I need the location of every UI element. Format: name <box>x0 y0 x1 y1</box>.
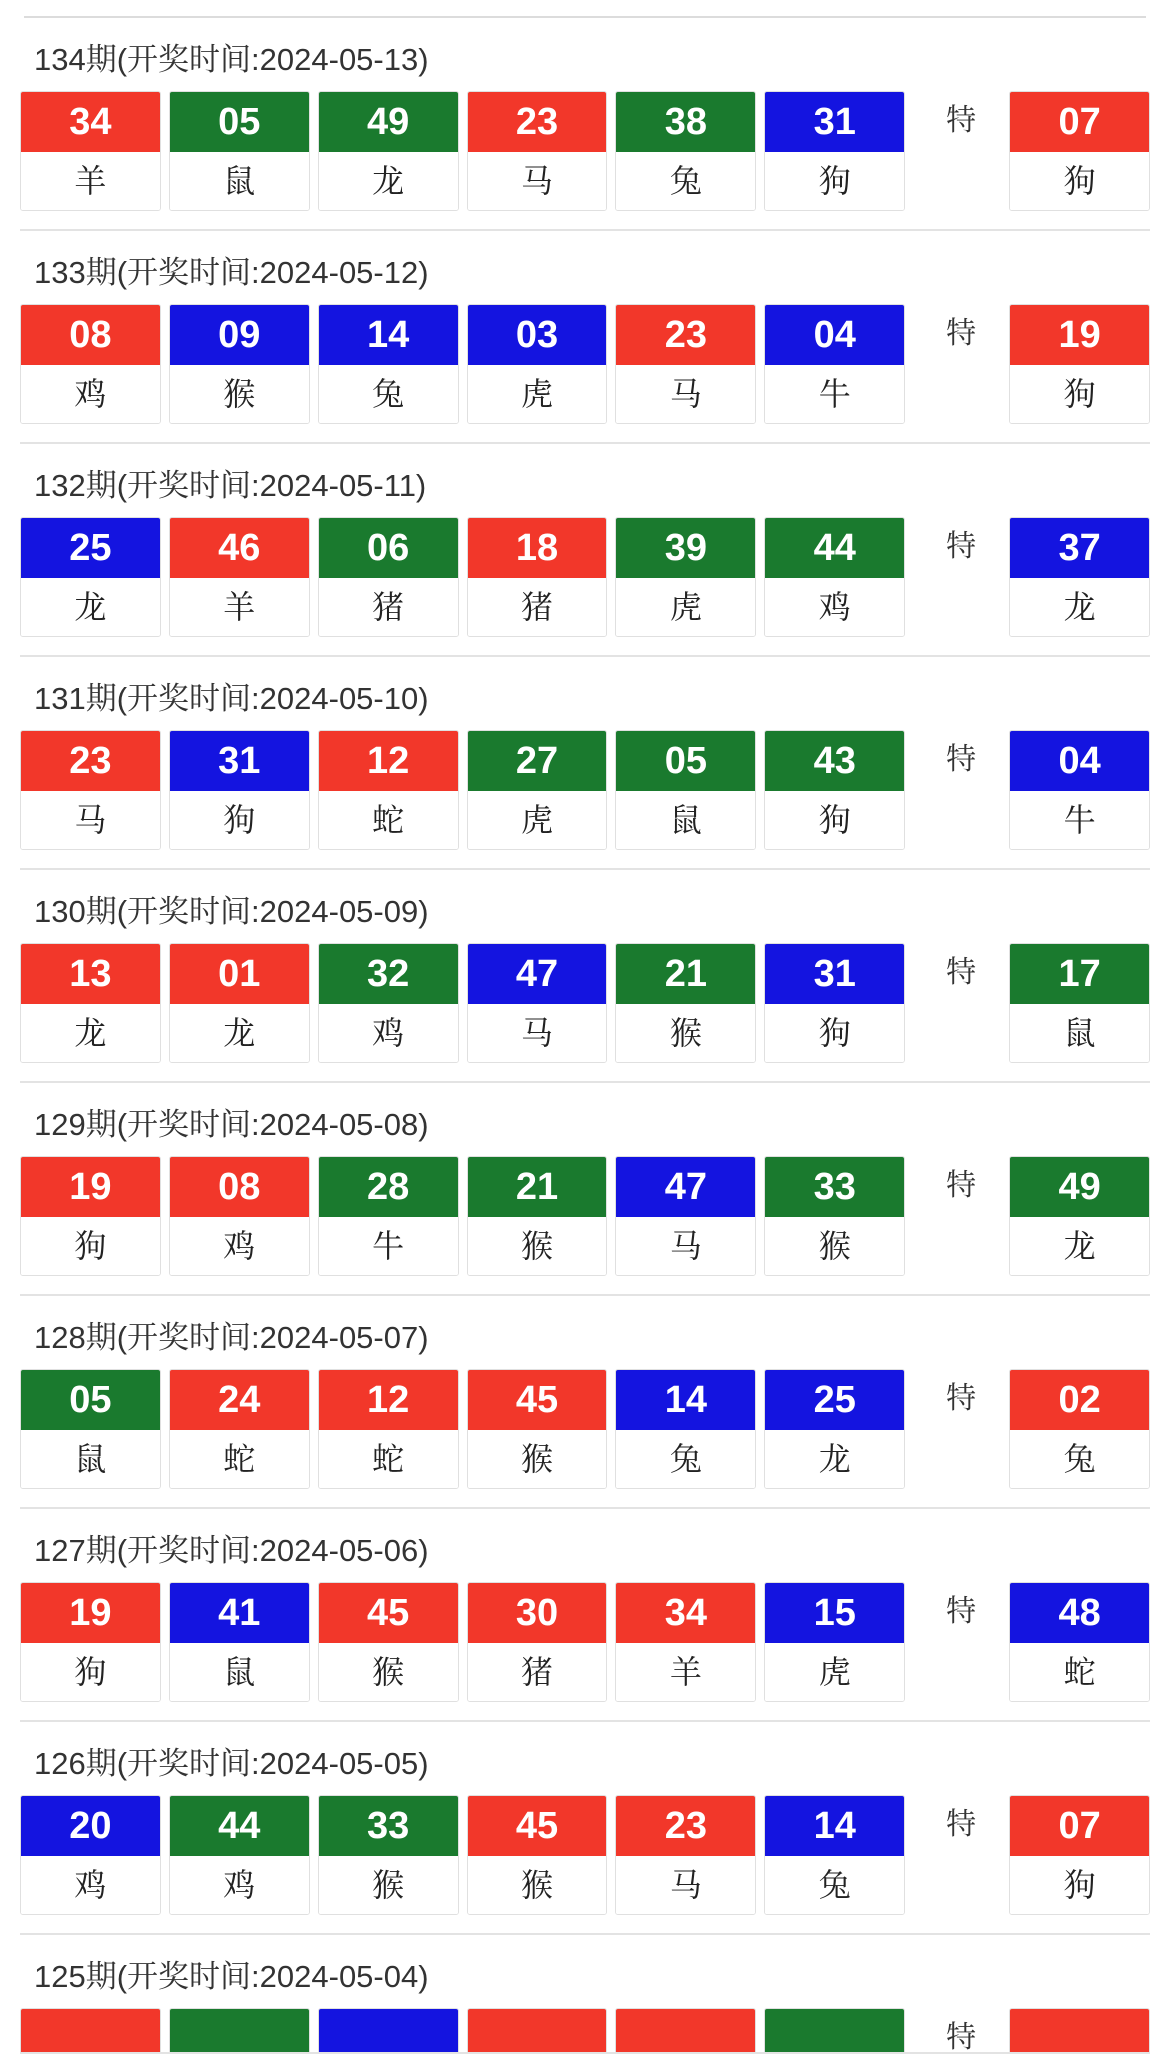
ball-cell <box>20 304 161 424</box>
ball-number <box>21 2009 160 2052</box>
special-ball-zodiac: 鼠 <box>1010 1004 1149 1062</box>
ball-cell <box>467 91 608 211</box>
ball-number: 09 <box>170 305 309 365</box>
draw-block <box>20 18 1150 231</box>
ball-cell <box>467 1369 608 1489</box>
ball-cell <box>764 1795 905 1915</box>
ball-cell <box>318 730 459 850</box>
ball-number: 23 <box>616 305 755 365</box>
ball-number: 45 <box>468 1370 607 1430</box>
special-ball-number: 17 <box>1010 944 1149 1004</box>
ball-zodiac: 蛇 <box>319 1430 458 1488</box>
special-ball-cell <box>1009 304 1150 424</box>
draw-block <box>20 870 1150 1083</box>
ball-number: 44 <box>765 518 904 578</box>
draw-block <box>20 1083 1150 1296</box>
ball-zodiac: 猴 <box>170 365 309 423</box>
ball-cell <box>169 943 310 1063</box>
special-ball-zodiac: 龙 <box>1010 1217 1149 1275</box>
ball-cell <box>318 1582 459 1702</box>
ball-cell <box>169 304 310 424</box>
ball-cell <box>615 2008 756 2052</box>
draw-header: 126期(开奖时间:2024-05-05) <box>34 1746 429 1781</box>
ball-number <box>616 2009 755 2052</box>
special-ball-cell <box>1009 517 1150 637</box>
ball-cell <box>318 91 459 211</box>
ball-number: 34 <box>21 92 160 152</box>
special-ball-label: 特 <box>946 2021 977 2052</box>
balls-row <box>20 1369 1150 1507</box>
balls-row <box>20 304 1150 442</box>
ball-zodiac: 狗 <box>170 791 309 849</box>
ball-zodiac: 兔 <box>616 1430 755 1488</box>
draw-header: 133期(开奖时间:2024-05-12) <box>34 255 429 290</box>
draw-block <box>20 444 1150 657</box>
ball-zodiac: 龙 <box>319 152 458 210</box>
ball-cell <box>467 1582 608 1702</box>
ball-zodiac: 马 <box>468 1004 607 1062</box>
ball-number: 34 <box>616 1583 755 1643</box>
ball-zodiac: 马 <box>616 1856 755 1914</box>
ball-zodiac: 马 <box>616 1217 755 1275</box>
ball-number: 25 <box>21 518 160 578</box>
balls-row <box>20 730 1150 868</box>
special-ball-cell <box>1009 1369 1150 1489</box>
ball-number: 20 <box>21 1796 160 1856</box>
balls-row <box>20 1156 1150 1294</box>
ball-cell <box>318 304 459 424</box>
ball-zodiac: 马 <box>468 152 607 210</box>
ball-cell <box>467 517 608 637</box>
balls-row <box>20 91 1150 229</box>
special-ball-cell <box>1009 943 1150 1063</box>
ball-cell <box>764 730 905 850</box>
ball-number: 18 <box>468 518 607 578</box>
ball-number: 19 <box>21 1157 160 1217</box>
ball-cell <box>20 1795 161 1915</box>
ball-cell <box>615 1795 756 1915</box>
ball-cell <box>764 2008 905 2052</box>
ball-cell <box>764 91 905 211</box>
balls-row <box>20 517 1150 655</box>
ball-cell <box>20 1582 161 1702</box>
special-ball-label: 特 <box>946 1808 977 1841</box>
ball-zodiac: 狗 <box>765 1004 904 1062</box>
ball-cell <box>615 730 756 850</box>
ball-cell <box>615 304 756 424</box>
ball-number: 25 <box>765 1370 904 1430</box>
ball-number: 38 <box>616 92 755 152</box>
ball-number: 45 <box>468 1796 607 1856</box>
special-ball-zodiac: 蛇 <box>1010 1643 1149 1701</box>
draw-header: 128期(开奖时间:2024-05-07) <box>34 1320 429 1355</box>
ball-number: 39 <box>616 518 755 578</box>
ball-number: 06 <box>319 518 458 578</box>
special-ball-label: 特 <box>946 317 977 350</box>
ball-cell <box>318 943 459 1063</box>
draw-header: 132期(开奖时间:2024-05-11) <box>34 468 427 503</box>
page-top-divider <box>24 0 1146 18</box>
ball-number: 31 <box>765 944 904 1004</box>
draw-block <box>20 1509 1150 1722</box>
ball-zodiac: 羊 <box>21 152 160 210</box>
special-ball-label: 特 <box>946 1382 977 1415</box>
ball-number <box>468 2009 607 2052</box>
ball-number <box>319 2009 458 2052</box>
ball-zodiac: 龙 <box>21 1004 160 1062</box>
draw-header: 130期(开奖时间:2024-05-09) <box>34 894 429 929</box>
ball-cell <box>20 943 161 1063</box>
ball-cell <box>20 517 161 637</box>
ball-number: 47 <box>616 1157 755 1217</box>
special-ball-number: 04 <box>1010 731 1149 791</box>
draw-block <box>20 231 1150 444</box>
special-ball-cell <box>1009 91 1150 211</box>
ball-zodiac: 猪 <box>319 578 458 636</box>
ball-number: 21 <box>468 1157 607 1217</box>
ball-zodiac: 狗 <box>21 1217 160 1275</box>
ball-number: 01 <box>170 944 309 1004</box>
balls-row <box>20 1795 1150 1933</box>
ball-zodiac: 虎 <box>468 365 607 423</box>
ball-number <box>170 2009 309 2052</box>
ball-zodiac: 鸡 <box>21 365 160 423</box>
special-ball-label: 特 <box>946 743 977 776</box>
ball-cell <box>764 1369 905 1489</box>
ball-number <box>765 2009 904 2052</box>
ball-number: 31 <box>765 92 904 152</box>
draw-block <box>20 1722 1150 1935</box>
ball-cell <box>764 1156 905 1276</box>
special-ball-number <box>1010 2009 1149 2052</box>
ball-cell <box>467 304 608 424</box>
ball-cell <box>20 91 161 211</box>
ball-zodiac: 鼠 <box>170 152 309 210</box>
ball-cell <box>169 1156 310 1276</box>
ball-cell <box>615 943 756 1063</box>
ball-zodiac: 猪 <box>468 1643 607 1701</box>
special-ball-label: 特 <box>946 530 977 563</box>
draw-header: 127期(开奖时间:2024-05-06) <box>34 1533 429 1568</box>
ball-number: 12 <box>319 731 458 791</box>
ball-zodiac: 猴 <box>319 1856 458 1914</box>
ball-zodiac: 鸡 <box>170 1217 309 1275</box>
special-ball-zodiac: 狗 <box>1010 365 1149 423</box>
draw-header: 125期(开奖时间:2024-05-04) <box>34 1959 429 1994</box>
ball-zodiac: 鼠 <box>616 791 755 849</box>
balls-row <box>20 943 1150 1081</box>
ball-cell <box>615 1369 756 1489</box>
special-ball-number: 48 <box>1010 1583 1149 1643</box>
ball-zodiac: 鼠 <box>170 1643 309 1701</box>
special-ball-zodiac: 牛 <box>1010 791 1149 849</box>
ball-cell <box>20 1156 161 1276</box>
ball-number: 04 <box>765 305 904 365</box>
ball-zodiac: 龙 <box>170 1004 309 1062</box>
ball-number: 27 <box>468 731 607 791</box>
ball-number: 08 <box>170 1157 309 1217</box>
ball-number: 08 <box>21 305 160 365</box>
ball-zodiac: 兔 <box>616 152 755 210</box>
ball-number: 03 <box>468 305 607 365</box>
ball-zodiac: 蛇 <box>170 1430 309 1488</box>
ball-cell <box>615 1156 756 1276</box>
ball-number: 24 <box>170 1370 309 1430</box>
special-ball-zodiac: 兔 <box>1010 1430 1149 1488</box>
ball-zodiac: 羊 <box>170 578 309 636</box>
ball-number: 12 <box>319 1370 458 1430</box>
special-ball-zodiac: 龙 <box>1010 578 1149 636</box>
special-ball-cell <box>1009 1582 1150 1702</box>
special-ball-cell <box>1009 1156 1150 1276</box>
special-ball-zodiac: 狗 <box>1010 1856 1149 1914</box>
special-ball-zodiac: 狗 <box>1010 152 1149 210</box>
ball-number: 19 <box>21 1583 160 1643</box>
ball-zodiac: 牛 <box>319 1217 458 1275</box>
ball-number: 30 <box>468 1583 607 1643</box>
ball-cell <box>169 1582 310 1702</box>
ball-cell <box>764 1582 905 1702</box>
ball-number: 14 <box>319 305 458 365</box>
ball-cell <box>169 517 310 637</box>
special-ball-label: 特 <box>946 1595 977 1628</box>
ball-number: 33 <box>765 1157 904 1217</box>
special-ball-number: 07 <box>1010 1796 1149 1856</box>
ball-number: 05 <box>21 1370 160 1430</box>
special-ball-cell <box>1009 2008 1150 2052</box>
special-ball-label: 特 <box>946 104 977 137</box>
ball-cell <box>615 91 756 211</box>
ball-zodiac: 猴 <box>616 1004 755 1062</box>
ball-number: 05 <box>616 731 755 791</box>
ball-number: 43 <box>765 731 904 791</box>
ball-zodiac: 猴 <box>468 1856 607 1914</box>
ball-number: 45 <box>319 1583 458 1643</box>
balls-row <box>20 1582 1150 1720</box>
ball-number: 23 <box>21 731 160 791</box>
ball-number: 21 <box>616 944 755 1004</box>
ball-number: 13 <box>21 944 160 1004</box>
ball-zodiac: 猪 <box>468 578 607 636</box>
ball-cell <box>467 1795 608 1915</box>
ball-zodiac: 猴 <box>319 1643 458 1701</box>
special-ball-number: 07 <box>1010 92 1149 152</box>
ball-zodiac: 狗 <box>765 152 904 210</box>
ball-number: 41 <box>170 1583 309 1643</box>
special-ball-number: 37 <box>1010 518 1149 578</box>
ball-number: 46 <box>170 518 309 578</box>
ball-cell <box>169 2008 310 2052</box>
ball-zodiac: 马 <box>21 791 160 849</box>
special-ball-number: 19 <box>1010 305 1149 365</box>
ball-zodiac: 猴 <box>765 1217 904 1275</box>
draw-header: 131期(开奖时间:2024-05-10) <box>34 681 429 716</box>
ball-cell <box>20 730 161 850</box>
ball-cell <box>318 1156 459 1276</box>
ball-zodiac: 蛇 <box>319 791 458 849</box>
ball-number: 15 <box>765 1583 904 1643</box>
ball-cell <box>169 91 310 211</box>
ball-number: 31 <box>170 731 309 791</box>
ball-cell <box>467 1156 608 1276</box>
draw-block <box>20 657 1150 870</box>
ball-cell <box>169 730 310 850</box>
ball-number: 23 <box>468 92 607 152</box>
ball-number: 28 <box>319 1157 458 1217</box>
special-ball-label: 特 <box>946 1169 977 1202</box>
ball-cell <box>615 517 756 637</box>
ball-zodiac: 狗 <box>765 791 904 849</box>
special-ball-label: 特 <box>946 956 977 989</box>
ball-zodiac: 龙 <box>21 578 160 636</box>
draw-list <box>20 18 1150 2054</box>
ball-cell <box>467 943 608 1063</box>
ball-zodiac: 龙 <box>765 1430 904 1488</box>
ball-cell <box>169 1795 310 1915</box>
balls-row <box>20 2008 1150 2052</box>
ball-cell <box>318 1369 459 1489</box>
draw-block <box>20 1935 1150 2054</box>
ball-zodiac: 羊 <box>616 1643 755 1701</box>
ball-cell <box>764 517 905 637</box>
ball-number: 47 <box>468 944 607 1004</box>
ball-cell <box>20 1369 161 1489</box>
ball-cell <box>20 2008 161 2052</box>
ball-number: 44 <box>170 1796 309 1856</box>
ball-number: 14 <box>765 1796 904 1856</box>
ball-zodiac: 兔 <box>319 365 458 423</box>
ball-zodiac: 鸡 <box>319 1004 458 1062</box>
ball-zodiac: 鼠 <box>21 1430 160 1488</box>
draw-block <box>20 1296 1150 1509</box>
ball-zodiac: 鸡 <box>765 578 904 636</box>
ball-number: 23 <box>616 1796 755 1856</box>
ball-zodiac: 猴 <box>468 1430 607 1488</box>
ball-zodiac: 牛 <box>765 365 904 423</box>
ball-number: 14 <box>616 1370 755 1430</box>
ball-zodiac: 虎 <box>468 791 607 849</box>
ball-zodiac: 鸡 <box>21 1856 160 1914</box>
ball-zodiac: 兔 <box>765 1856 904 1914</box>
ball-cell <box>764 943 905 1063</box>
ball-number: 49 <box>319 92 458 152</box>
draw-header: 129期(开奖时间:2024-05-08) <box>34 1107 429 1142</box>
ball-zodiac: 虎 <box>616 578 755 636</box>
ball-cell <box>169 1369 310 1489</box>
special-ball-number: 02 <box>1010 1370 1149 1430</box>
draw-header: 134期(开奖时间:2024-05-13) <box>34 42 429 77</box>
ball-cell <box>615 1582 756 1702</box>
ball-number: 33 <box>319 1796 458 1856</box>
special-ball-cell <box>1009 1795 1150 1915</box>
ball-zodiac: 狗 <box>21 1643 160 1701</box>
ball-zodiac: 鸡 <box>170 1856 309 1914</box>
ball-zodiac: 猴 <box>468 1217 607 1275</box>
ball-cell <box>467 730 608 850</box>
ball-cell <box>467 2008 608 2052</box>
ball-cell <box>318 1795 459 1915</box>
ball-number: 32 <box>319 944 458 1004</box>
ball-zodiac: 虎 <box>765 1643 904 1701</box>
ball-cell <box>764 304 905 424</box>
special-ball-cell <box>1009 730 1150 850</box>
ball-cell <box>318 517 459 637</box>
ball-zodiac: 马 <box>616 365 755 423</box>
ball-number: 05 <box>170 92 309 152</box>
ball-cell <box>318 2008 459 2052</box>
special-ball-number: 49 <box>1010 1157 1149 1217</box>
